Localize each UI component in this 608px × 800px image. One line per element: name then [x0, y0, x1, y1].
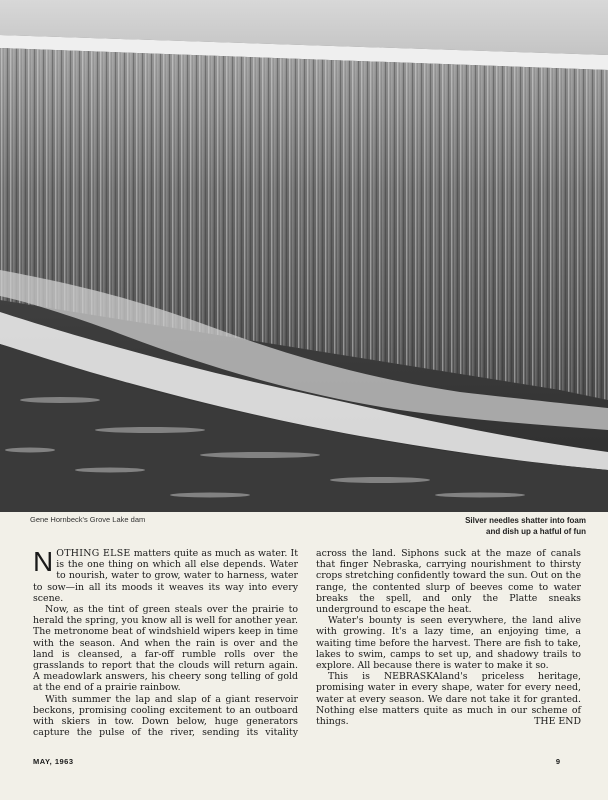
article-body — [33, 548, 581, 748]
paragraph-1-text: matters quite as much as water. It is the one thing on which all else depends. Water to nourish, water to grow, water to harness, water to sow—in all its moods it weaves its way into every scene. — [33, 548, 298, 604]
article-paragraph-1 — [33, 548, 298, 604]
article-paragraph-4: Water's bounty is seen everywhere, the land alive with growing. It's a lazy time, an enjoying time, a waiting time before the harvest. There are fish to take, lakes to swim, camps to set up, and shadowy trails to explore. All because there is water to make it so. — [316, 615, 581, 672]
article-paragraph-5 — [316, 671, 581, 727]
photo-caption-line-1: Silver needles shatter into foam — [465, 516, 586, 525]
paragraph-5-text: This is NEBRASKAland's priceless heritage, promising water in every shape, water for every need, water at every season. We dare not take it for granted. Nothing else matters quite as much in our scheme of things. — [316, 671, 581, 728]
issue-date: MAY, 1963 — [33, 757, 74, 766]
page-number: 9 — [555, 757, 560, 766]
the-end-marker: THE END — [534, 716, 581, 728]
photo-credit-caption: Gene Hornbeck's Grove Lake dam — [30, 515, 146, 524]
article-paragraph-2: Now, as the tint of green steals over the prairie to herald the spring, you know all is well for another year. The metronome beat of windshield wipers keep in time with the season. And when the rain is over and the land is cleansed, a far-off rumble rolls over the grasslands to report that the clouds will return again. A meadowlark answers, his cheery song telling of gold at the end of a prairie rainbow. — [33, 604, 298, 694]
photo-caption — [465, 515, 586, 537]
article-paragraph-3: With summer the lap and slap of a giant reservoir beckons, promising cooling excitement to an outboard with skiers in tow. Down below, huge generators capture the pulse of the river, sending its vitality across the land. Siphons suck at the maze of canals that finger Nebraska, carrying nourishment to thirsty crops stretching confidently toward the sun. Out on the range, the contented slurp of beeves come to water breaks the spell, and only the Platte sneaks underground to escape the heat. — [33, 548, 581, 739]
lead-words: OTHING ELSE — [56, 548, 131, 559]
photo-caption-line-2: and dish up a hatful of fun — [486, 527, 586, 536]
drop-cap: N — [33, 546, 54, 577]
